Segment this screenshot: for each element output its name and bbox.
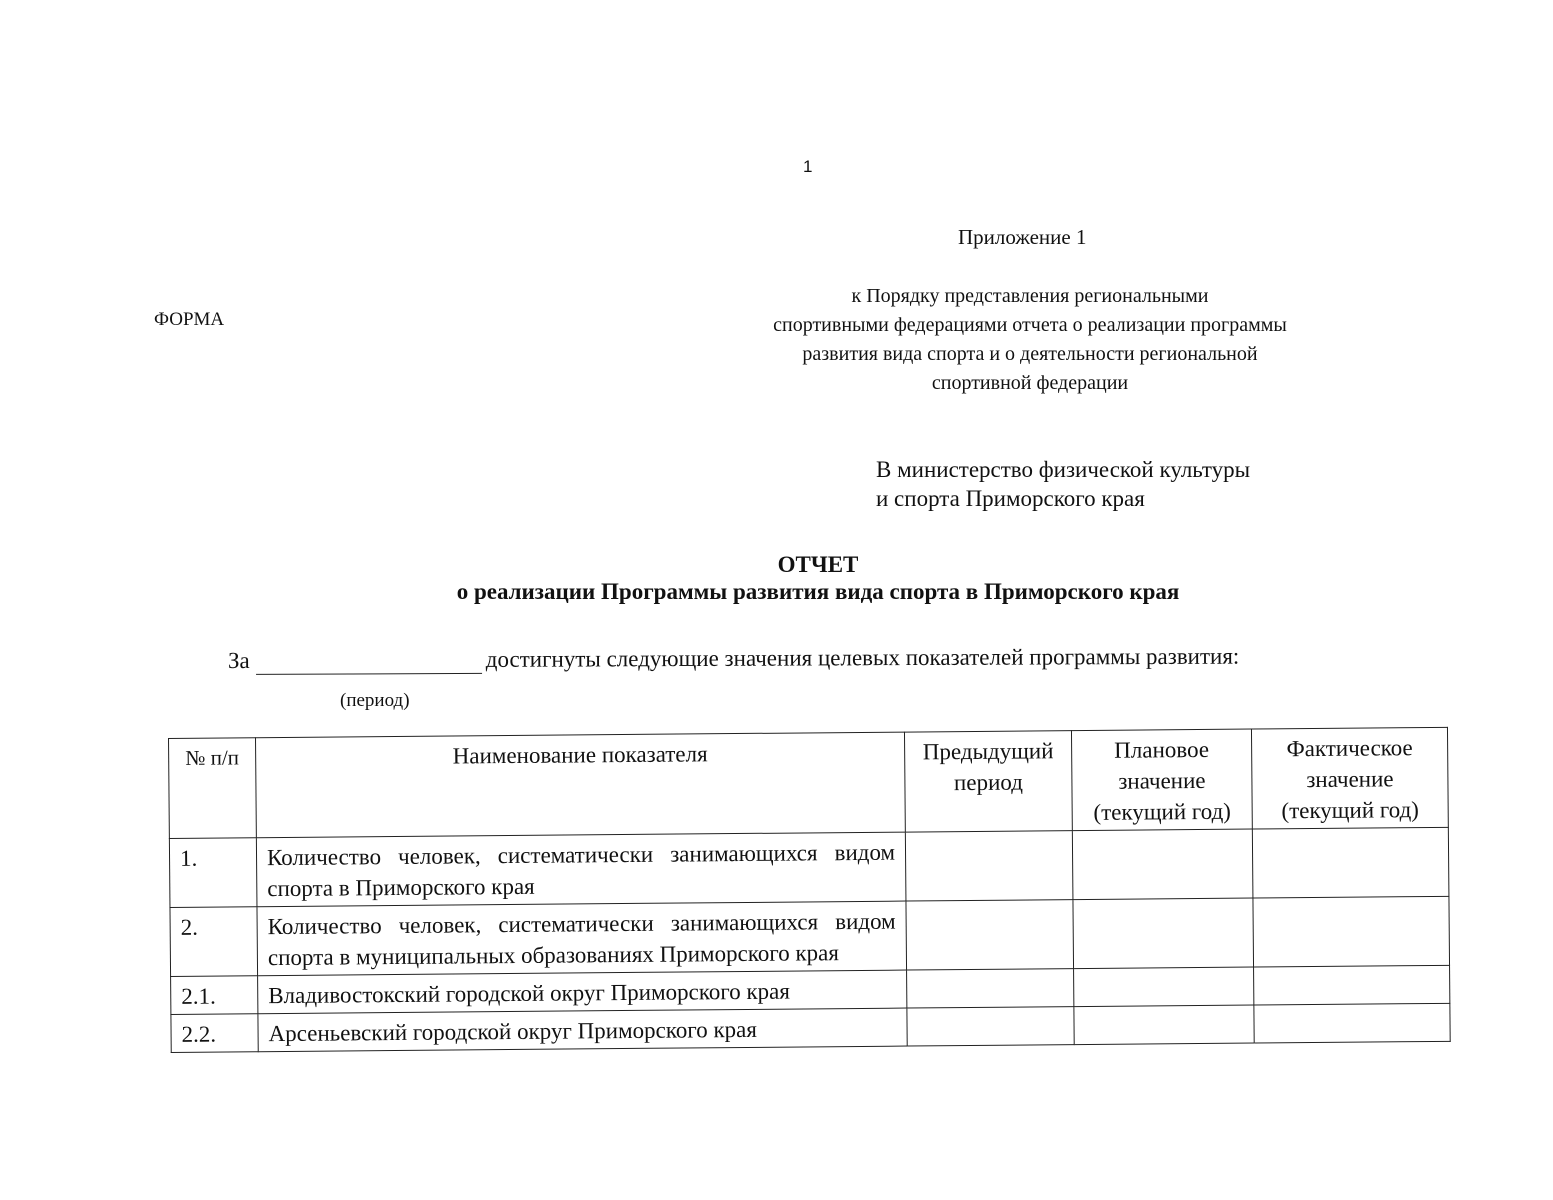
indicators-table-wrapper (168, 727, 1451, 1053)
row-num: 2.1. (171, 976, 258, 1015)
row-plan-value[interactable] (1074, 1005, 1254, 1045)
row-prev-value[interactable] (906, 900, 1074, 970)
period-hint: (период) (340, 690, 410, 711)
table-row (169, 827, 1449, 907)
form-label: ФОРМА (154, 309, 225, 330)
row-fact-value[interactable] (1254, 1003, 1450, 1043)
row-plan-value[interactable] (1073, 898, 1254, 969)
recipient-line: и спорта Приморского края (876, 486, 1145, 511)
appendix-description (740, 282, 1320, 398)
row-plan-value[interactable] (1072, 829, 1253, 900)
header-prev: Предыдущий период (904, 731, 1072, 832)
row-name: Количество человек, систематически занимающихся видом спорта в муниципальных образованиях Приморского края (257, 901, 907, 976)
report-subtitle: о реализации Программы развития вида спорта в Приморского края (456, 579, 1180, 604)
row-name: Количество человек, систематически занимающихся видом спорта в Приморского края (256, 832, 906, 907)
header-plan: Плановое значение (текущий год) (1071, 729, 1252, 831)
report-title: ОТЧЕТ (777, 552, 859, 577)
recipient-line: В министерство физической культуры (876, 457, 1251, 482)
row-num: 1. (169, 838, 257, 908)
period-blank-field[interactable] (256, 647, 482, 675)
table-header-row (169, 727, 1449, 838)
appendix-line: спортивными федерациями отчета о реализации программы (773, 314, 1287, 336)
page-number: 1 (803, 157, 813, 176)
row-plan-value[interactable] (1074, 967, 1254, 1007)
header-fact: Фактическое значение (текущий год) (1251, 727, 1448, 829)
indicators-table (168, 727, 1451, 1053)
row-num: 2.2. (171, 1014, 258, 1053)
row-fact-value[interactable] (1252, 827, 1449, 898)
row-prev-value[interactable] (905, 831, 1073, 901)
period-line (228, 644, 1239, 675)
appendix-title: Приложение 1 (958, 225, 1087, 249)
row-name: Владивостокский городской округ Приморского края (258, 970, 907, 1014)
appendix-line: спортивной федерации (931, 372, 1129, 394)
table-row (170, 896, 1450, 976)
header-name: Наименование показателя (256, 732, 906, 838)
appendix-line: развития вида спорта и о деятельности региональной (802, 343, 1258, 365)
row-num: 2. (170, 907, 258, 977)
header-num: № п/п (169, 738, 257, 839)
row-name: Арсеньевский городской округ Приморского края (258, 1008, 907, 1052)
appendix-line: к Порядку представления региональными (851, 285, 1209, 307)
period-prefix: За (227, 647, 250, 673)
row-fact-value[interactable] (1253, 896, 1450, 967)
row-prev-value[interactable] (907, 969, 1074, 1008)
row-prev-value[interactable] (907, 1007, 1074, 1046)
period-suffix: достигнуты следующие значения целевых показателей программы развития: (485, 643, 1240, 672)
recipient-block (876, 455, 1250, 513)
row-fact-value[interactable] (1254, 965, 1450, 1005)
